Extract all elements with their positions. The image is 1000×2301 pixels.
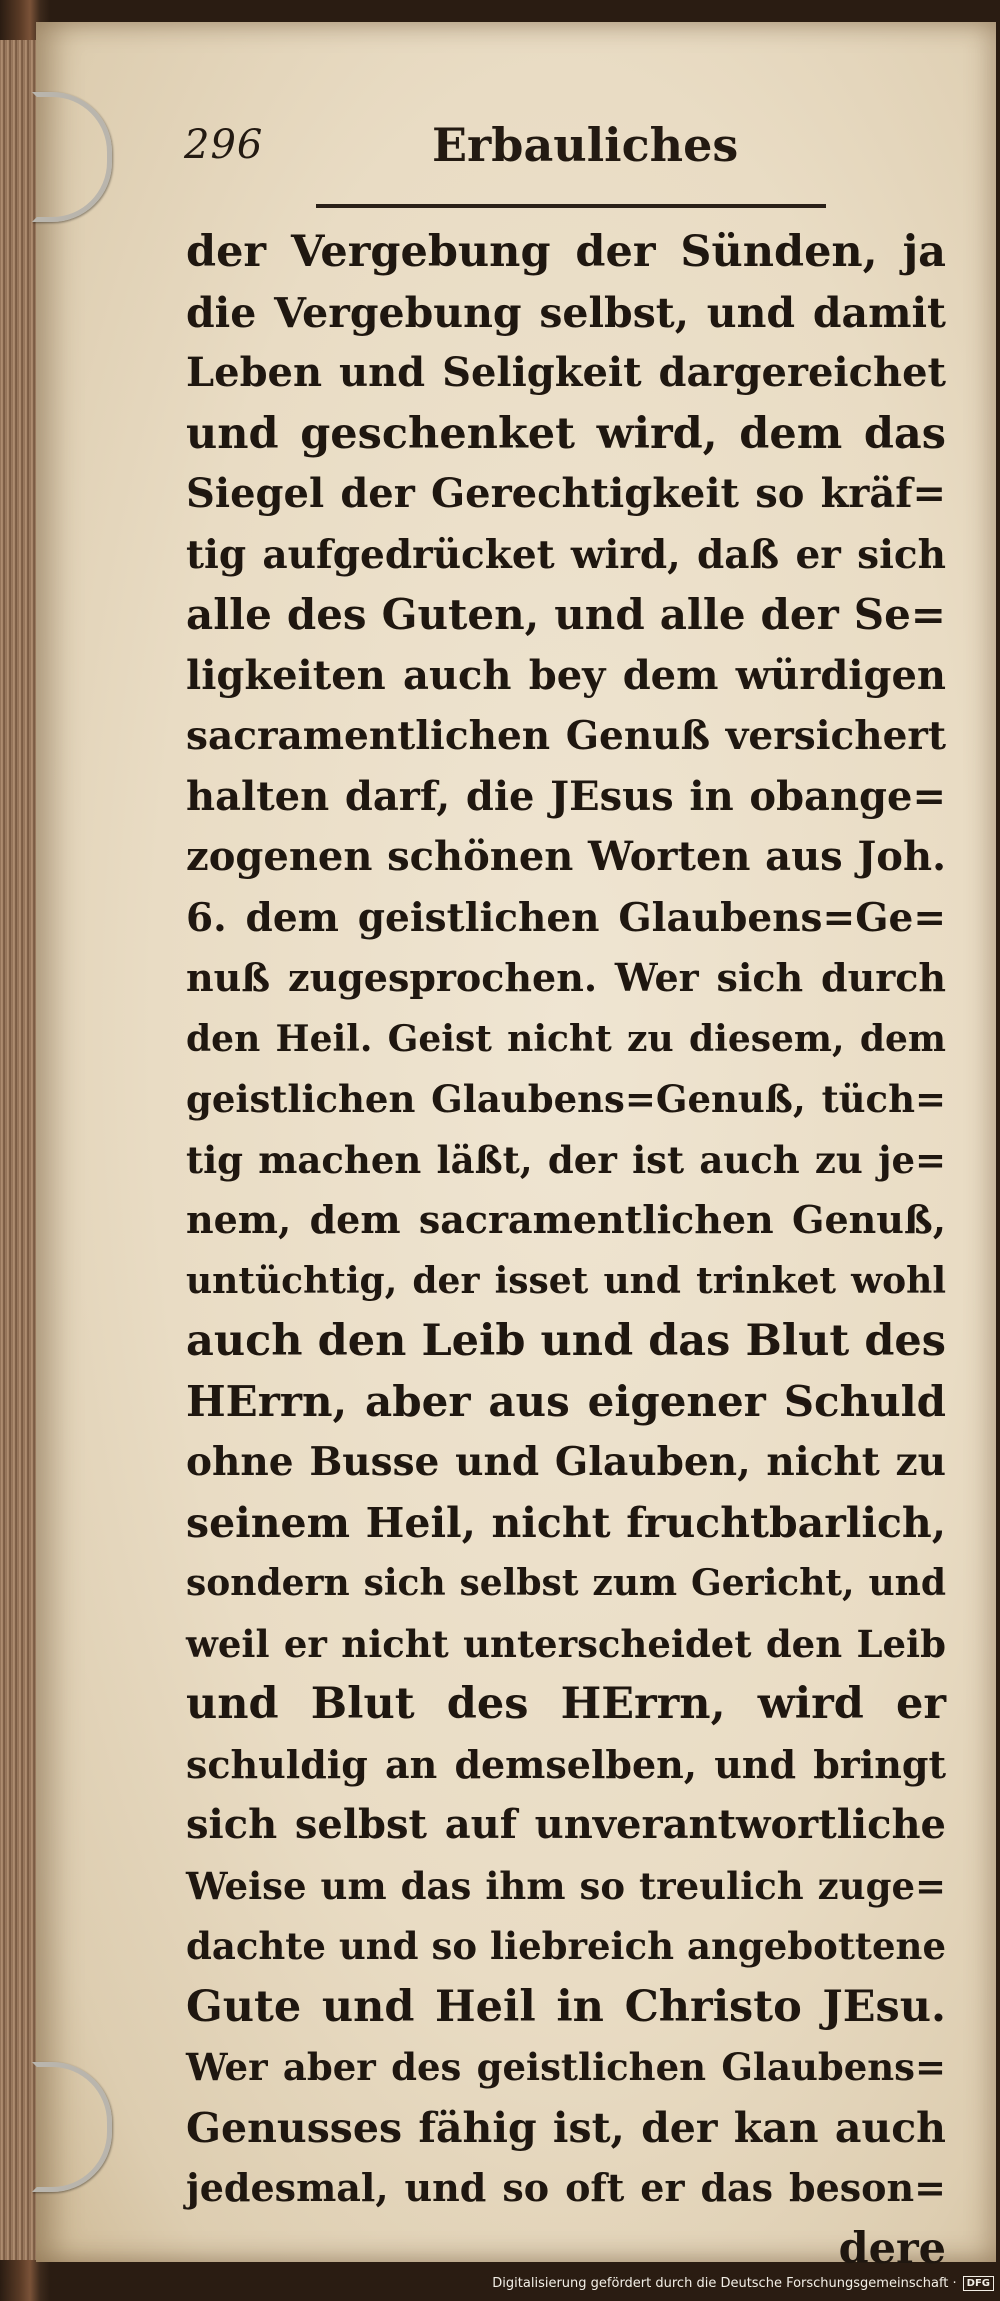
text-line: weil er nicht unterscheidet den Leib xyxy=(186,1621,946,1666)
footer-credit xyxy=(492,2276,994,2291)
text-line: und geschenket wird, dem das xyxy=(186,408,946,459)
text-line: ligkeiten auch bey dem würdigen xyxy=(186,651,946,699)
text-line: Genusses fähig ist, der kan auch xyxy=(186,2103,946,2152)
text-line: Leben und Seligkeit dargereichet xyxy=(186,349,946,396)
funding-note: Digitalisierung gefördert durch die Deutsche Forschungsgemeinschaft · xyxy=(492,2276,957,2291)
text-line: dachte und so liebreich angebottene xyxy=(186,1924,946,1968)
text-line: untüchtig, der isset und trinket wohl xyxy=(186,1259,946,1302)
binder-ring-top xyxy=(32,92,112,222)
header-title: Erbauliches xyxy=(432,118,739,172)
binder-ring-bottom xyxy=(32,2062,112,2192)
dfg-logo: DFG xyxy=(963,2276,994,2291)
text-line: Wer aber des geistlichen Glaubens= xyxy=(186,2045,946,2089)
text-line: seinem Heil, nicht fruchtbarlich, xyxy=(186,1498,946,1547)
text-line: alle des Guten, und alle der Se= xyxy=(186,590,946,639)
text-line: zogenen schönen Worten aus Joh. xyxy=(186,833,946,880)
text-line: sondern sich selbst zum Gericht, und xyxy=(186,1562,946,1604)
text-line: HErrn, aber aus eigener Schuld xyxy=(186,1376,946,1426)
body-text xyxy=(186,222,946,2279)
text-line: Weise um das ihm so treulich zuge= xyxy=(186,1863,946,1908)
text-line: tig machen läßt, der ist auch zu je= xyxy=(186,1137,946,1182)
page-number: 296 xyxy=(184,122,264,168)
text-line: und Blut des HErrn, wird er xyxy=(186,1679,946,1729)
text-line: nuß zugesprochen. Wer sich durch xyxy=(186,955,946,1000)
text-line: dere xyxy=(838,2223,946,2274)
text-line: sich selbst auf unverantwortliche xyxy=(186,1801,946,1848)
header-rule xyxy=(316,204,826,208)
text-line: nem, dem sacramentlichen Genuß, xyxy=(186,1197,946,1242)
text-line: 6. dem geistlichen Glaubens=Ge= xyxy=(186,894,946,941)
text-line: sacramentlichen Genuß versichert xyxy=(186,713,946,759)
text-line: auch den Leib und das Blut des xyxy=(186,1316,946,1366)
text-line: schuldig an demselben, und bringt xyxy=(186,1741,946,1787)
text-line: Gute und Heil in Christo JEsu. xyxy=(186,1981,946,2032)
text-line: jedesmal, und so oft er das beson= xyxy=(186,2165,946,2210)
text-line: ohne Busse und Glauben, nicht zu xyxy=(186,1439,946,1485)
running-head xyxy=(184,118,784,186)
text-line: die Vergebung selbst, und damit xyxy=(186,288,946,337)
book-page xyxy=(36,22,996,2274)
text-line: halten darf, die JEsus in obange= xyxy=(186,772,946,820)
text-line: Siegel der Gerechtigkeit so kräf= xyxy=(186,470,946,517)
text-line: der Vergebung der Sünden, ja xyxy=(186,227,946,277)
text-line: tig aufgedrücket wird, daß er sich xyxy=(186,531,946,578)
text-line: den Heil. Geist nicht zu diesem, dem xyxy=(186,1017,946,1060)
text-line: geistlichen Glaubens=Genuß, tüch= xyxy=(186,1077,946,1121)
